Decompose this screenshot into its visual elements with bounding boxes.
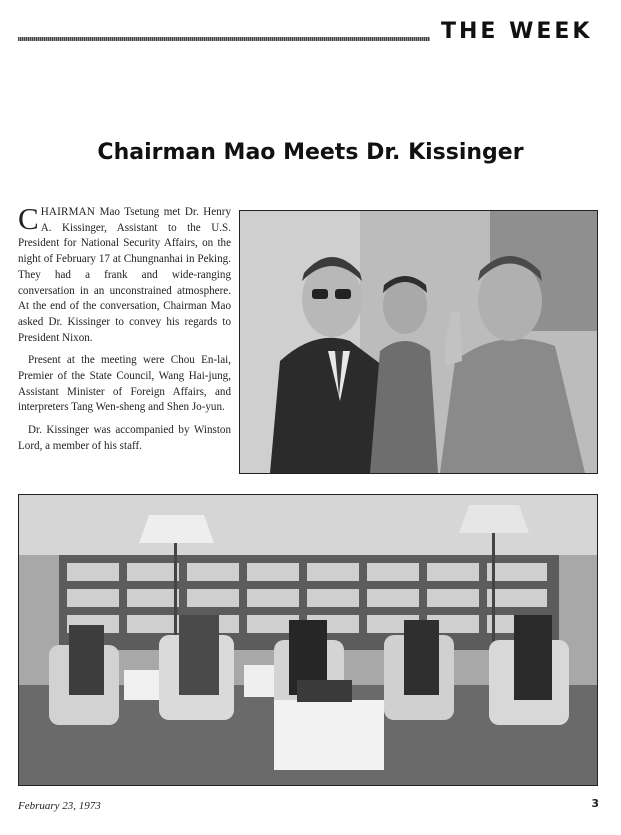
article-paragraph-3: Dr. Kissinger was accompanied by Winston Lord, a member of his staff. [18,424,231,452]
room-photo-illustration [19,495,597,785]
headline: Chairman Mao Meets Dr. Kissinger [97,140,524,165]
section-title: THE WEEK [441,19,593,44]
drop-cap: C [18,201,39,236]
lead-word: HAIRMAN [40,206,96,218]
issue-date: February 23, 1973 [18,800,101,812]
article-paragraph-1 [18,201,231,346]
header-rule [18,37,430,41]
meeting-room-photo [18,494,598,786]
paragraph-1-text: Mao Tsetung met Dr. Henry A. Kissinger, Assistant to the U.S. President for National Security Affairs, on the night of February 17 at Chungnanhai in Peking. They had a frank and wide-ranging conversation in an unconstrained atmosphere. At the end of the conversation, Chairman Mao asked Dr. Kissinger to convey his regards to President Nixon. [18,206,231,344]
portrait-photo-illustration [240,211,597,473]
page-number: 3 [591,797,599,810]
article-body [18,201,231,462]
meeting-portrait-photo [239,210,598,474]
article-paragraph-2: Present at the meeting were Chou En-lai, Premier of the State Council, Wang Hai-jung, Assistant Minister of Foreign Affairs, and interpreters Tang Wen-sheng and Shen Jo-yun. [18,354,231,414]
